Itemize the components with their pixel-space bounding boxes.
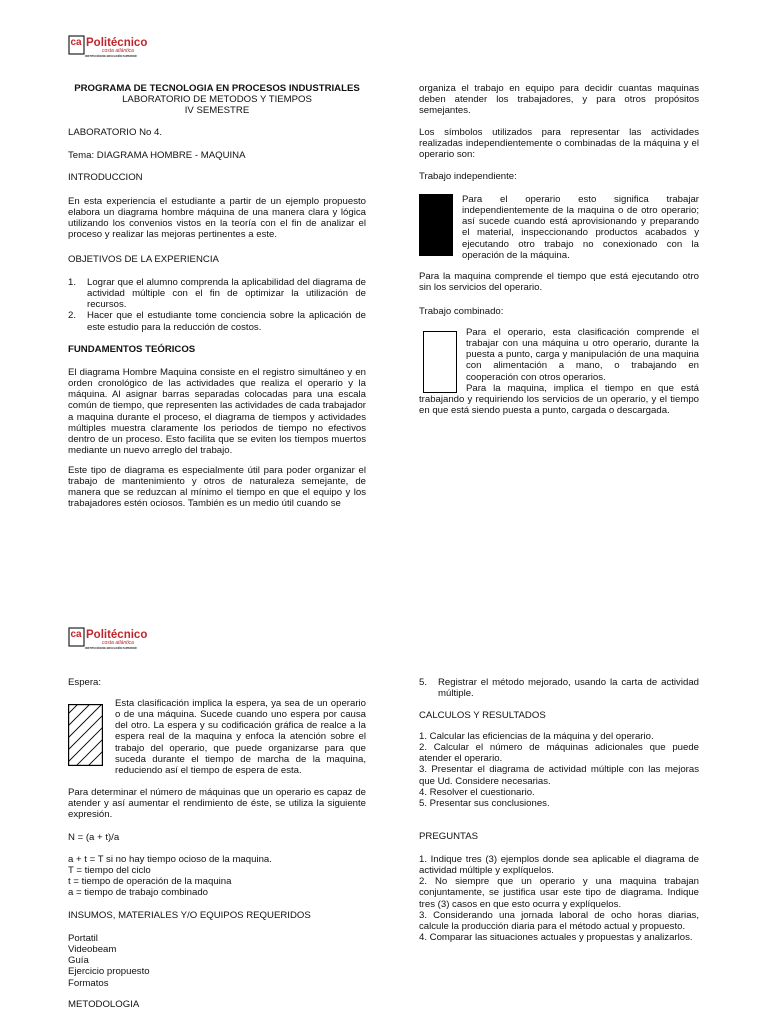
formula-definition: T = tiempo del ciclo [68, 865, 151, 877]
objectives-list [68, 277, 366, 333]
inputs-heading: INSUMOS, MATERIALES Y/O EQUIPOS REQUERIDOS [68, 910, 311, 921]
formula-definition: a = tiempo de trabajo combinado [68, 887, 208, 899]
lab-course-title: LABORATORIO DE METODOS Y TIEMPOS [122, 94, 312, 106]
wait-label: Espera: [68, 677, 102, 688]
fundamentals-paragraph-1: El diagrama Hombre Maquina consiste en el registro simultáneo y en orden cronológico de las actividades que realiza el operario y la máquina. Al asignar barras separadas colocadas para una escala común de tiempo, que representen las actividades de cada trabajador a maquina durante el proceso, el diagrama de tiempos y actividades múltiples muestra claramente los periodos de tiempo no efectivos dentro de un proceso. Esto facilita que se eviten los tiempos muertos mediante un nuevo arreglo del trabajo. [68, 367, 366, 456]
list-item: Guía [68, 955, 89, 967]
list-item: Portatil [68, 933, 98, 944]
list-item-text: Lograr que el alumno comprenda la aplicabilidad del diagrama de actividad múltiple con el fin de optimizar la utilización de recursos. [87, 277, 366, 311]
logo-brand: Politécnico [86, 629, 148, 641]
questions-heading: PREGUNTAS [419, 831, 478, 842]
wait-symbol [68, 704, 103, 766]
independent-work-symbol [419, 194, 453, 256]
calculations-list [419, 731, 699, 809]
list-item: Formatos [68, 977, 109, 989]
formula-definition: a + t = T si no hay tiempo ocioso de la maquina. [68, 854, 272, 865]
list-item: 2. Calcular el número de máquinas adicionales que puede atender el operario. [419, 742, 699, 765]
methodology-heading: METODOLOGIA [68, 999, 140, 1010]
combined-work-label: Trabajo combinado: [419, 306, 504, 317]
intro-heading: INTRODUCCION [68, 172, 143, 183]
logo-graphic [68, 34, 148, 60]
logo-tagline: costa atlántica [102, 48, 134, 54]
intro-paragraph: En esta experiencia el estudiante a partir de un ejemplo propuesto elabora un diagrama hombre máquina de una manera clara y lógica utilizando los convenios vistos en la teoría con el fin de analizar el proceso y realizar las mejoras pertinentes a este. [68, 196, 366, 241]
list-item: 3. Considerando una jornada laboral de ocho horas diarias, calcule la producción diaria para el método actual y propuesto. [419, 909, 699, 932]
lab-number: LABORATORIO No 4. [68, 127, 163, 138]
politecnico-logo [68, 34, 148, 60]
politecnico-logo [68, 626, 148, 652]
list-item: 3. Presentar el diagrama de actividad múltiple con las mejoras que Ud. Considere necesarias. [419, 764, 699, 787]
symbols-intro: Los símbolos utilizados para representar las actividades realizadas independientemente o combinadas de la máquina y el operario son: [419, 127, 699, 161]
independent-work-text: Para el operario esto significa trabajar independientemente de la maquina o de otro operario; así sucede cuando está aprovisionando y preparando el material, inspeccionando productos acabados y ejecutando otro trabajo no conexionado con la operación de la máquina. [462, 194, 699, 261]
fundamentals-paragraph-2: Este tipo de diagrama es especialmente útil para poder organizar el trabajo de mantenimiento y otros de naturaleza semejante, de manera que se reduzcan al mínimo el tiempo en que el equipo y los trabajadores estén ociosos. También es un medio útil cuando se [68, 465, 366, 510]
list-item-number: 2. [68, 310, 77, 322]
wait-text: Esta clasificación implica la espera, ya sea de un operario o de una máquina. Sucede cuando uno espera por causa del otro. La espera y su codificación gráfica de realce a la espera real de la maquina y enfoca la atención sobre el trabajo del operario, que puede organizarse para que suceda durante el tiempo de marcha de la maquina, reduciendo así el tiempo de espera de esta. [115, 698, 366, 776]
list-item [68, 277, 366, 310]
list-item: 4. Comparar las situaciones actuales y propuestas y analizarlos. [419, 931, 693, 943]
wait-hatch-graphic [68, 704, 103, 766]
list-item [68, 310, 366, 332]
list-item-number: 5. [419, 677, 428, 688]
calculations-heading: CALCULOS Y RESULTADOS [419, 710, 546, 721]
combined-machine-text: Para la maquina, implica el tiempo en que está trabajando y requiriendo los servicios de un operario, y el tiempo en que está siendo puesta a punto, cargada o descargada. [419, 383, 699, 417]
inputs-list [68, 933, 150, 989]
list-item: 1. Calcular las eficiencias de la máquina y del operario. [419, 731, 654, 742]
logo-subline: INSTITUCIÓN DE EDUCACIÓN SUPERIOR [85, 55, 137, 58]
list-item-number: 1. [68, 277, 77, 288]
logo-graphic [68, 626, 148, 652]
list-item: 4. Resolver el cuestionario. [419, 786, 535, 798]
objectives-heading: OBJETIVOS DE LA EXPERIENCIA [68, 254, 219, 265]
logo-subline: INSTITUCIÓN DE EDUCACIÓN SUPERIOR [85, 647, 137, 650]
semester-label: IV SEMESTRE [184, 105, 250, 117]
lab-topic: Tema: DIAGRAMA HOMBRE - MAQUINA [68, 150, 246, 161]
methodology-steps [419, 677, 699, 699]
list-item-text: Registrar el método mejorado, usando la carta de actividad múltiple. [438, 677, 699, 700]
list-item: 2. No siempre que un operario y una maquina trabajan conjuntamente, se justifica usar este tipo de diagrama. Indique tres (3) casos en que esto ocurra y explíquelos. [419, 876, 699, 910]
logo-mark: ca [70, 629, 82, 640]
list-item-text: Hacer que el estudiante tome conciencia sobre la aplicación de este estudio para la reducción de costos. [87, 310, 366, 333]
independent-machine-text: Para la maquina comprende el tiempo que está ejecutando otro sin los servicios del operario. [419, 271, 699, 294]
independent-work-label: Trabajo independiente: [419, 171, 517, 182]
logo-mark: ca [70, 37, 82, 48]
list-item: Videobeam [68, 944, 117, 956]
fundamentals-heading: FUNDAMENTOS TEÓRICOS [68, 344, 196, 355]
list-item [419, 677, 699, 699]
formula: N = (a + t)/a [68, 832, 120, 843]
list-item: 5. Presentar sus conclusiones. [419, 797, 550, 809]
formula-definitions [68, 854, 272, 899]
logo-tagline: costa atlántica [102, 640, 134, 646]
formula-definition: t = tiempo de operación de la maquina [68, 876, 232, 888]
continuation-paragraph: organiza el trabajo en equipo para decidir cuantas maquinas deben atender los trabajadores, y para otros propósitos semejantes. [419, 83, 699, 117]
page1-header [68, 83, 366, 116]
formula-intro: Para determinar el número de máquinas que un operario es capaz de atender y así aumentar el rendimiento de éste, se utiliza la siguiente expresión. [68, 787, 366, 821]
combined-work-text: Para el operario, esta clasificación comprende el trabajar con una máquina u otro operario, durante la puesta a punto, carga y manipulación de una maquina con alimentación a mano, o trabajando en cooperación con otros operarios. [466, 327, 699, 383]
program-title: PROGRAMA DE TECNOLOGIA EN PROCESOS INDUSTRIALES [74, 83, 360, 94]
list-item: 1. Indique tres (3) ejemplos donde sea aplicable el diagrama de actividad múltiple y explíquelos. [419, 854, 699, 877]
questions-list [419, 854, 699, 943]
logo-brand: Politécnico [86, 37, 148, 49]
list-item: Ejercicio propuesto [68, 966, 150, 978]
